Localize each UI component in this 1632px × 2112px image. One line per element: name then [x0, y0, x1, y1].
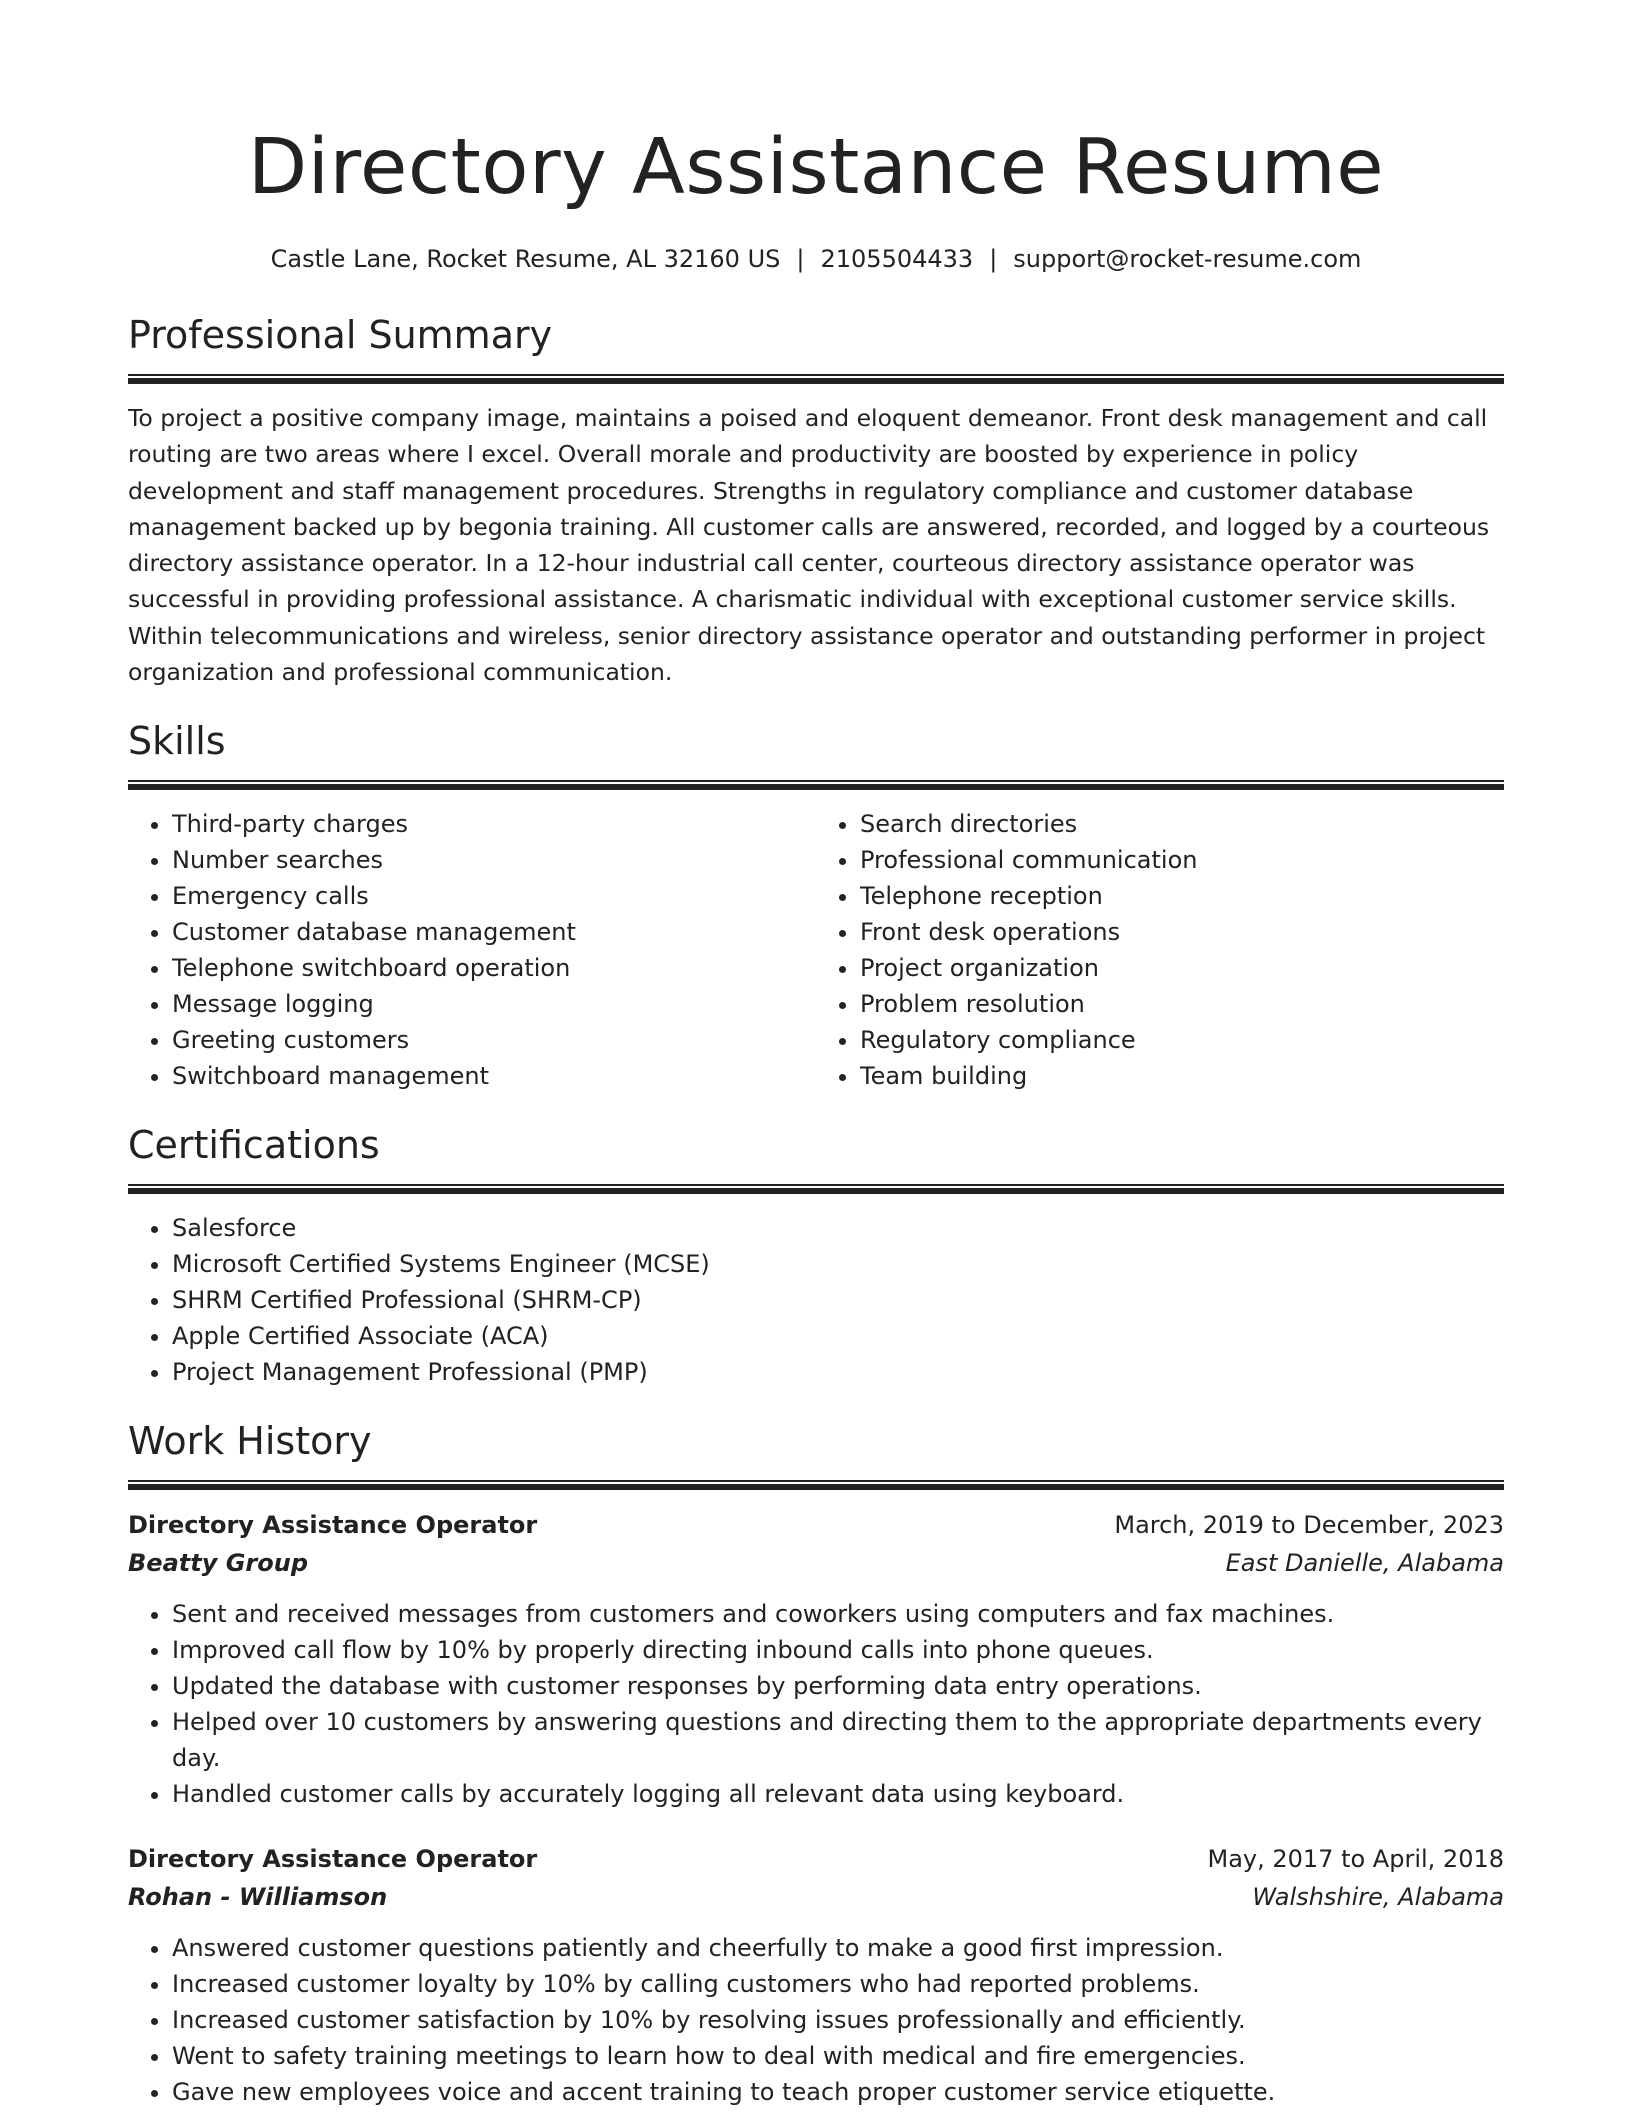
job-bullet: • Sent and received messages from customers and coworkers using computers and fax machines. — [172, 1596, 1504, 1632]
skill-item: • Greeting customers — [172, 1022, 816, 1058]
job-bullet: • Updated the database with customer responses by performing data entry operations. — [172, 1668, 1504, 1704]
summary-section — [128, 310, 1504, 690]
job-entry — [128, 1840, 1504, 2110]
certifications-list — [128, 1210, 1504, 1390]
skill-item: • Project organization — [860, 950, 1504, 986]
job-bullets — [128, 1596, 1504, 1812]
work-history-section — [128, 1416, 1504, 2110]
certifications-section — [128, 1120, 1504, 1390]
section-divider — [128, 780, 1504, 790]
job-company: Rohan - Williamson — [128, 1883, 388, 1912]
skill-item: • Telephone switchboard operation — [172, 950, 816, 986]
contact-separator: | — [796, 245, 805, 273]
skill-item: • Search directories — [860, 806, 1504, 842]
contact-address: Castle Lane, Rocket Resume, AL 32160 US — [270, 245, 781, 273]
certification-item: • Microsoft Certified Systems Engineer (MCSE) — [172, 1246, 1504, 1282]
certification-item: • SHRM Certified Professional (SHRM-CP) — [172, 1282, 1504, 1318]
skill-item: • Number searches — [172, 842, 816, 878]
section-divider — [128, 1480, 1504, 1490]
section-divider — [128, 374, 1504, 384]
job-company: Beatty Group — [128, 1549, 308, 1578]
certification-item: • Project Management Professional (PMP) — [172, 1354, 1504, 1390]
skills-column-left — [128, 806, 816, 1094]
skills-section — [128, 716, 1504, 1094]
contact-email: support@rocket-resume.com — [1013, 245, 1362, 273]
job-title: Directory Assistance Operator — [128, 1511, 538, 1540]
job-bullet: • Helped over 10 customers by answering questions and directing them to the appropriate departments every day. — [172, 1704, 1504, 1776]
contact-line — [128, 244, 1504, 274]
job-bullet: • Handled customer calls by accurately logging all relevant data using keyboard. — [172, 1776, 1504, 1812]
job-entry — [128, 1506, 1504, 1812]
summary-text: To project a positive company image, maintains a poised and eloquent demeanor. Front desk management and call routing are two areas where I excel. Overall morale and productivity are boosted by experience in policy development and staff management procedures. Strengths in regulatory compliance and customer database management backed up by begonia training. All customer calls are answered, recorded, and logged by a courteous directory assistance operator. In a 12-hour industrial call center, courteous directory assistance operator was successful in providing professional assistance. A charismatic individual with exceptional customer service skills. Within telecommunications and wireless, senior directory assistance operator and outstanding performer in project organization and professional communication. — [128, 404, 1490, 687]
skill-item: • Customer database management — [172, 914, 816, 950]
job-bullet: • Improved call flow by 10% by properly directing inbound calls into phone queues. — [172, 1632, 1504, 1668]
section-divider — [128, 1184, 1504, 1194]
contact-phone: 2105504433 — [820, 245, 974, 273]
job-bullet: • Went to safety training meetings to learn how to deal with medical and fire emergencies. — [172, 2038, 1504, 2074]
job-dates: March, 2019 to December, 2023 — [1114, 1511, 1504, 1540]
job-header-row — [128, 1840, 1504, 1878]
certification-item: • Salesforce — [172, 1210, 1504, 1246]
job-dates: May, 2017 to April, 2018 — [1207, 1845, 1504, 1874]
job-company-row — [128, 1544, 1504, 1582]
resume-title: Directory Assistance Resume — [247, 123, 1385, 212]
certification-item: • Apple Certified Associate (ACA) — [172, 1318, 1504, 1354]
job-bullets — [128, 1930, 1504, 2110]
job-location: Walshshire, Alabama — [1252, 1883, 1504, 1912]
skill-item: • Regulatory compliance — [860, 1022, 1504, 1058]
skill-item: • Front desk operations — [860, 914, 1504, 950]
skill-item: • Problem resolution — [860, 986, 1504, 1022]
job-location: East Danielle, Alabama — [1225, 1549, 1504, 1578]
skill-item: • Telephone reception — [860, 878, 1504, 914]
work-history-heading: Work History — [128, 1419, 372, 1464]
contact-separator: | — [989, 245, 998, 273]
skills-heading: Skills — [128, 719, 226, 764]
skill-item: • Professional communication — [860, 842, 1504, 878]
skills-grid — [128, 806, 1504, 1094]
job-company-row — [128, 1878, 1504, 1916]
summary-heading: Professional Summary — [128, 313, 553, 357]
job-bullet: • Increased customer satisfaction by 10% by resolving issues professionally and efficiently. — [172, 2002, 1504, 2038]
job-bullet: • Increased customer loyalty by 10% by calling customers who had reported problems. — [172, 1966, 1504, 2002]
skill-item: • Switchboard management — [172, 1058, 816, 1094]
skill-item: • Third-party charges — [172, 806, 816, 842]
skill-item: • Emergency calls — [172, 878, 816, 914]
certifications-heading: Certifications — [128, 1123, 380, 1168]
job-bullet: • Gave new employees voice and accent training to teach proper customer service etiquette. — [172, 2074, 1504, 2110]
skills-column-right — [816, 806, 1504, 1094]
skill-item: • Team building — [860, 1058, 1504, 1094]
job-header-row — [128, 1506, 1504, 1544]
job-title: Directory Assistance Operator — [128, 1845, 538, 1874]
skill-item: • Message logging — [172, 986, 816, 1022]
job-bullet: • Answered customer questions patiently and cheerfully to make a good first impression. — [172, 1930, 1504, 1966]
